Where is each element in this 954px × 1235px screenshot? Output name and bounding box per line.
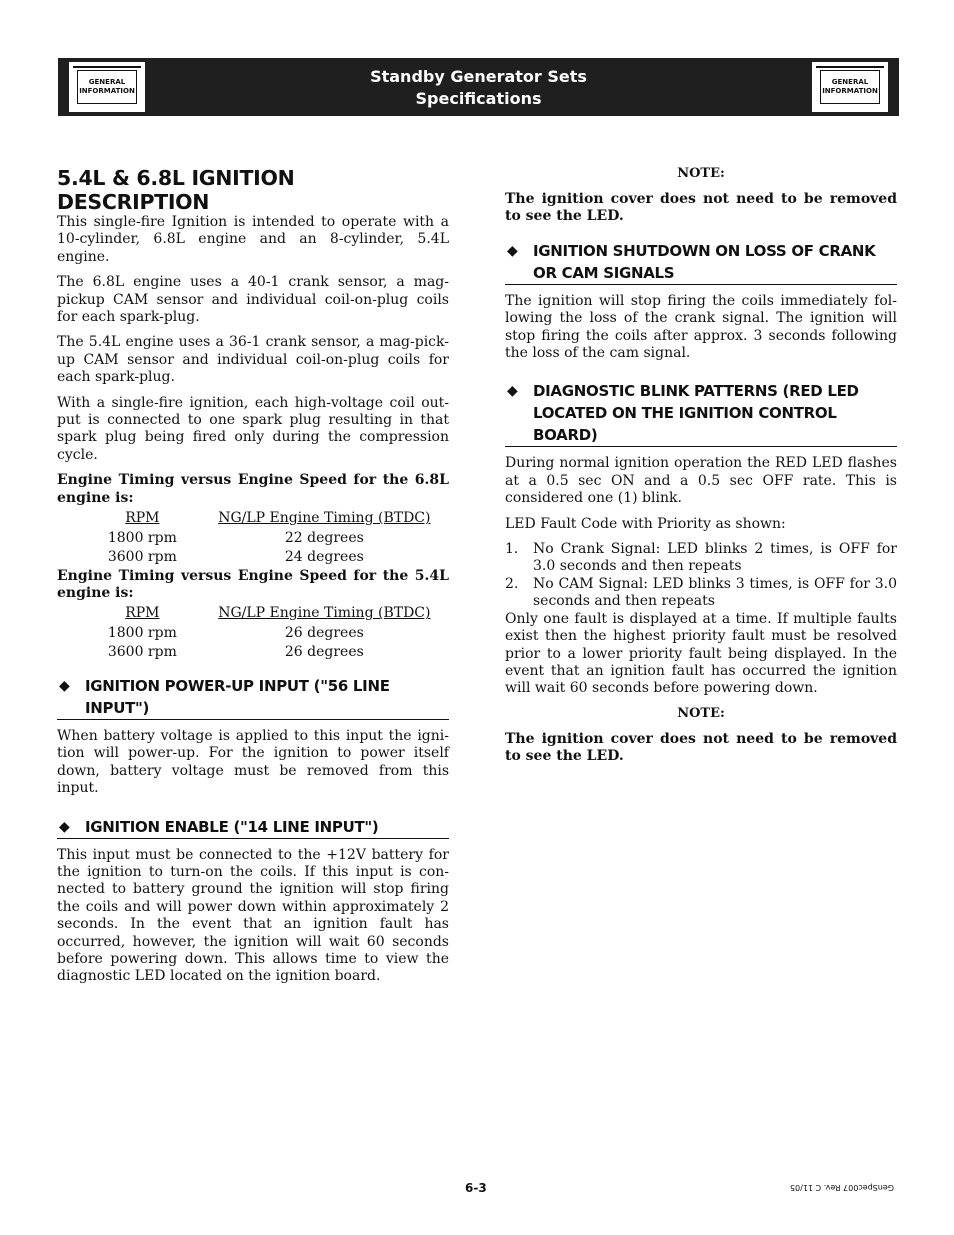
table-header: NG/LP Engine Timing (BTDC) (218, 605, 431, 622)
table-cell: 3600 rpm (107, 549, 177, 566)
note-label: NOTE: (677, 705, 725, 721)
paragraph: The 6.8L engine uses a 40-1 crank sensor, a mag-pickup CAM sensor and individual coil-on-plug coils for each spark-plug. (57, 274, 449, 326)
section-heading-text: DIAGNOSTIC BLINK PATTERNS (RED LED LOCATED ON THE IGNITION CONTROL BOARD) (533, 382, 859, 445)
right-column (505, 166, 897, 774)
header-title (58, 66, 899, 110)
section-heading-shutdown (505, 240, 897, 285)
diamond-bullet-icon: ◆ (507, 383, 518, 400)
table-row (85, 643, 449, 663)
paragraph: Only one fault is displayed at a time. If multiple faults exist then the highest priority fault must be resolved prior to a lower priority fault being displayed. In the event that an ignition fault has occurred the ignition will wait 60 seconds before powering down. (505, 610, 897, 697)
table-cell: 1800 rpm (107, 529, 177, 546)
table-cell: 26 degrees (284, 644, 364, 661)
table-row (85, 529, 449, 549)
table-row (85, 624, 449, 644)
section-heading-text: IGNITION ENABLE ("14 LINE INPUT") (85, 817, 379, 836)
left-column (57, 166, 449, 994)
table-header: RPM (125, 510, 160, 527)
note-text: The ignition cover does not need to be removed to see the LED. (505, 730, 897, 765)
paragraph: The ignition will stop firing the coils immediately fol-lowing the loss of the crank signal. The ignition will stop firing the coils after approx. 3 seconds following the loss of the cam signal. (505, 292, 897, 362)
paragraph: When battery voltage is applied to this input the igni-tion will power-up. For the ignition to power itself down, battery voltage must be removed from this input. (57, 727, 449, 797)
paragraph: LED Fault Code with Priority as shown: (505, 515, 786, 532)
badge-line2: INFORMATION (822, 87, 878, 95)
list-text: No CAM Signal: LED blinks 3 times, is OFF for 3.0 seconds and then repeats (533, 575, 897, 610)
table-cell: 22 degrees (284, 529, 364, 546)
section-heading-powerup (57, 675, 449, 720)
section-heading-blink (505, 380, 897, 447)
paragraph: During normal ignition operation the RED LED flashes at a 0.5 sec ON and a 0.5 sec OFF rate. This is considered one (1) blink. (505, 455, 897, 507)
timing-68-table (85, 509, 449, 568)
paragraph: This input must be connected to the +12V battery for the ignition to turn-on the coils. If this input is con-nected to battery ground the ignition will stop firing the coils and will power down within approximately 2 seconds. In the event that an ignition fault has occurred, however, the ignition will wait 60 seconds before powering down. This allows time to view the diagnostic LED located on the ignition board. (57, 846, 449, 985)
table-header: RPM (125, 605, 160, 622)
list-number: 2. (505, 575, 519, 592)
table-cell: 1800 rpm (107, 624, 177, 641)
badge-line1: GENERAL (88, 78, 126, 86)
table-cell: 24 degrees (284, 549, 364, 566)
note-label: NOTE: (677, 166, 725, 181)
general-information-badge (812, 62, 888, 112)
page-number: 6-3 (465, 1181, 487, 1195)
table-cell: 26 degrees (284, 624, 364, 641)
note-text: The ignition cover does not need to be removed to see the LED. (505, 191, 897, 225)
diamond-bullet-icon: ◆ (59, 818, 70, 835)
paragraph: The 5.4L engine uses a 36-1 crank sensor, a mag-pick-up CAM sensor and individual coil-on-plug coils for each spark-plug. (57, 334, 449, 386)
fault-list (505, 541, 897, 611)
table-header: NG/LP Engine Timing (BTDC) (218, 510, 431, 527)
table-cell: 3600 rpm (107, 644, 177, 661)
section-heading-text: IGNITION SHUTDOWN ON LOSS OF CRANK OR CAM SIGNALS (533, 241, 876, 282)
timing-54-table (85, 604, 449, 663)
section-heading-enable (57, 816, 449, 839)
badge-line2: INFORMATION (79, 87, 135, 95)
paragraph: With a single-fire ignition, each high-voltage coil out-put is connected to one spark plug resulting in that spark plug being fired only during the compression cycle. (57, 394, 449, 463)
page-title: 5.4L & 6.8L IGNITION DESCRIPTION (57, 166, 295, 214)
section-heading-text: IGNITION POWER-UP INPUT ("56 LINE INPUT") (85, 676, 390, 717)
badge-line1: GENERAL (831, 78, 869, 86)
diamond-bullet-icon: ◆ (507, 242, 518, 259)
document-code: GenSpec007 Rev. C 11/05 (790, 1183, 894, 1192)
list-text: No Crank Signal: LED blinks 2 times, is OFF for 3.0 seconds and then repeats (533, 541, 897, 575)
diamond-bullet-icon: ◆ (59, 677, 70, 694)
list-item (505, 576, 897, 611)
page-header (58, 58, 899, 116)
timing-68-heading: Engine Timing versus Engine Speed for the 6.8L engine is: (57, 472, 449, 506)
timing-54-heading: Engine Timing versus Engine Speed for the 5.4L engine is: (57, 567, 449, 601)
list-item (505, 541, 897, 576)
header-title-line1: Standby Generator Sets (370, 67, 587, 86)
header-title-line2: Specifications (415, 89, 542, 108)
table-row (85, 548, 449, 568)
paragraph: This single-fire Ignition is intended to operate with a 10-cylinder, 6.8L engine and an 8-cylinder, 5.4L engine. (57, 214, 449, 265)
list-number: 1. (505, 541, 519, 558)
